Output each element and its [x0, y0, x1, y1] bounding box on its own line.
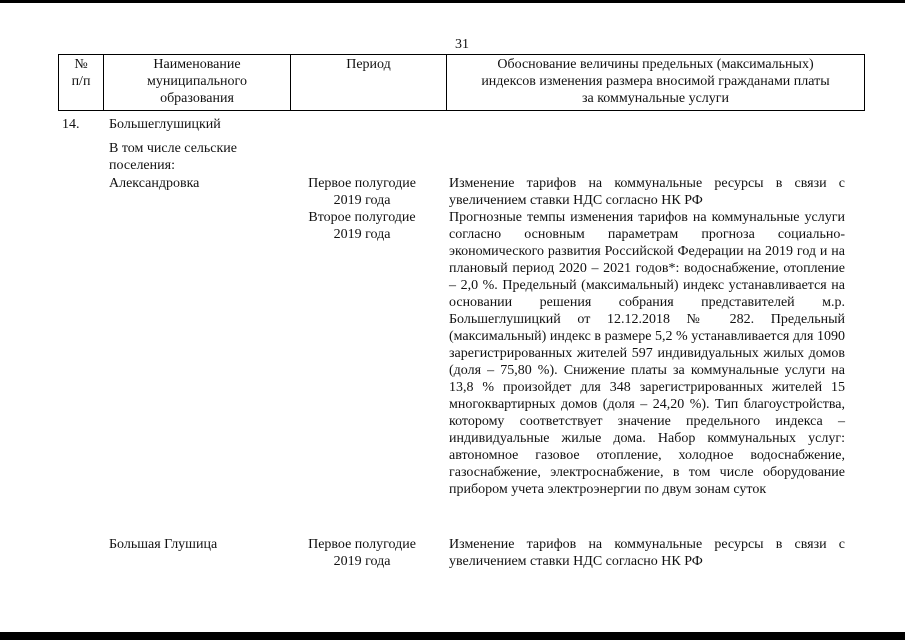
page-top-edge [0, 0, 905, 3]
period-first-half: Первое полугодие 2019 года [308, 537, 416, 569]
reason-text: Изменение тарифов на коммунальные ресурсы в связи с увеличением ставки НДС согласно НК РФ [449, 176, 845, 208]
table-header [58, 54, 865, 111]
header-number-cell [59, 55, 104, 111]
reason-text-detailed: Прогнозные темпы изменения тарифов на коммунальные услуги согласно основным параметрам прогноза социально-экономического развития Российской Федерации на 2019 год и на плановый период 2020 – 2021 годов*: водоснабжение, отопление – 2,0 %. Предельный (максимальный) индекс устанавливается на основании решения собрания представителей м.р. Большеглушицкий от 12.12.2018 № 282. Предельный (максимальный) индекс в размере 5,2 % устанавливается для 1090 зарегистрированных жителей 597 индивидуальных жилых домов (доля – 75,80 %). Снижение платы за коммунальные услуги на 13,8 % произойдет для 348 зарегистрированных жителей 15 многоквартирных домов (доля – 24,20 %). Тип благоустройства, которому соответствует значение предельного индекса – индивидуальные жилые дома. Набор коммунальных услуг: автономное газовое отопление, холодное водоснабжение, газоснабжение, электроснабжение, в том числе оборудование прибором учета электроэнергии по двум зонам суток [449, 210, 845, 497]
reason-text: Изменение тарифов на коммунальные ресурсы в связи с увеличением ставки НДС согласно НК РФ [449, 537, 845, 569]
header-reason-label: Обоснование величины предельных (максимальных) индексов изменения размера вносимой гражданами платы за коммунальные услуги [481, 57, 830, 106]
header-period-cell [291, 55, 447, 111]
subheading: В том числе сельские поселения: [109, 141, 238, 173]
header-period-label: Период [346, 57, 391, 72]
period-first-half: Первое полугодие 2019 года [308, 176, 416, 208]
header-name-label: Наименование муниципального образования [147, 57, 247, 106]
header-name-cell [104, 55, 291, 111]
page-number: 31 [455, 37, 469, 52]
row-number: 14. [62, 117, 80, 132]
district-name: Большеглушицкий [109, 117, 221, 132]
page-bottom-edge [0, 632, 905, 640]
period-second-half: Второе полугодие 2019 года [308, 210, 416, 242]
settlement-name: Александровка [109, 176, 200, 191]
settlement-name: Большая Глушица [109, 537, 218, 552]
header-number-label: № п/п [71, 57, 91, 89]
header-reason-cell [447, 55, 865, 111]
